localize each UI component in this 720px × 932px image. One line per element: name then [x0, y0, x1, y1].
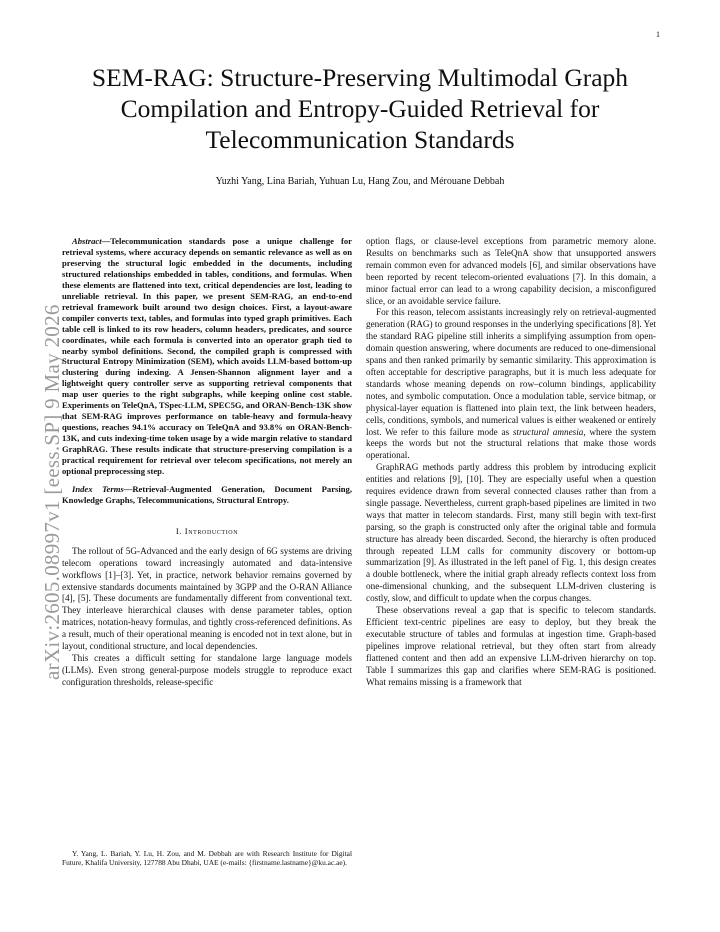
abstract-lead: Abstract — [72, 236, 102, 246]
author-affiliation-footnote: Y. Yang, L. Bariah, Y. Lu, H. Zou, and M. Debbah are with Research Institute for Digital Future, Khalifa University, 127788 Abu Dhabi, UAE (e-mails: {firstname.lastname}@ku.ac.ae). — [62, 849, 352, 868]
paper-title: SEM-RAG: Structure-Preserving Multimodal Graph Compilation and Entropy-Guided Retrieval for Telecommunication Standards — [91, 63, 629, 154]
arxiv-identifier-text: arXiv:2605.08997v1 [eess.SP] 9 May 2026 — [40, 304, 64, 680]
index-terms — [62, 484, 352, 506]
intro-paragraph-2: This creates a difficult setting for standalone large language models (LLMs). Even strong general-purpose models struggle to reproduce exact configuration thresholds, release-specific — [62, 652, 352, 687]
intro-paragraph-1: The rollout of 5G-Advanced and the early design of 6G systems are driving telecom operations toward increasingly automated and data-intensive workflows [1]–[3]. Yet, in practice, network behavior remains governed by extensive standards documents maintained by 3GPP and the O-RAN Alliance [4], [5]. These documents are fundamentally different from conventional text. They interleave hierarchical clauses with dense parameter tables, option matrices, notation-heavy formulas, and tightly cross-referenced definitions. As a result, much of their operational meaning is encoded not in text alone, but in layout, conditional structure, and local dependencies. — [62, 545, 352, 652]
section-heading-introduction: I. Introduction — [175, 525, 239, 536]
intro-paragraph-4-text-b: , where the system keeps the words but not the structural relations that make those words operational. — [366, 426, 656, 461]
intro-paragraph-5: GraphRAG methods partly address this problem by introducing explicit entities and relations [9], [10]. They are especially useful when a question requires evidence drawn from several connected clauses rather than from a single passage. Nevertheless, current graph-based pipelines are limited in two ways that matter in telecom standards. First, many still begin with text-first parsing, so the graph is constructed only after the original table and formula structure has already been discarded. Second, the hierarchy is often produced through repeated LLM calls for community discovery or bottom-up summarization [9]. As illustrated in the left panel of Fig. 1, this design creates a double bottleneck, where the initial graph already reflects context loss from one-dimensional chunking, and the subsequent LLM-driven clustering is costly, slow, and difficult to update when the corpus changes. — [366, 462, 656, 604]
intro-paragraph-3: option flags, or clause-level exceptions from parametric memory alone. Results on benchmarks such as TeleQnA show that unsupported answers remain common even for advanced models [6], and similar observations have been reported by recent telecom-oriented evaluations [7]. In this domain, a minor factual error can lead to a wrong capability decision, a misconfigured slice, or an avoidable service failure. — [366, 236, 656, 306]
index-terms-lead: Index Terms — [72, 483, 124, 494]
author-list: Yuzhi Yang, Lina Bariah, Yuhuan Lu, Hang Zou, and Mérouane Debbah — [215, 176, 505, 187]
right-column — [366, 236, 656, 688]
page-number: 1 — [656, 30, 660, 39]
intro-paragraph-4 — [366, 307, 656, 462]
structural-amnesia-term: structural amnesia — [512, 426, 584, 437]
intro-paragraph-4-text-a: For this reason, telecom assistants increasingly rely on retrieval-augmented generation (RAG) to ground responses in the underlying specifications [8]. Yet the standard RAG pipeline still inherits a simplifying assumption from open-domain question answering, where documents are reduced to one-dimensional spans and then ranked primarily by semantic similarity. This approximation is often acceptable for descriptive paragraphs, but it is much less adequate for standards whose meaning depends on row–column bindings, applicability notes, and symbolic computation. Once a modulation table, service bitmap, or physical-layer equation is flattened into plain text, the link between headers, cells, conditions, symbols, and numerical values is either weakened or entirely lost. We refer to this failure mode as — [366, 307, 656, 437]
abstract — [62, 236, 352, 477]
left-column — [62, 236, 352, 689]
arxiv-identifier-stamp — [6, 250, 64, 680]
index-terms-text: —Retrieval-Augmented Generation, Document Parsing, Knowledge Graphs, Telecommunications, Structural Entropy. — [62, 483, 352, 505]
abstract-text: —Telecommunication standards pose a unique challenge for retrieval systems, where accuracy depends on semantic relevance as well as on preserving the structural logic embedded in the documents, including structured relationships embedded in tables, conditions, and formulas. When these elements are flattened into text, critical dependencies are lost, leading to unreliable retrieval. In this paper, we present SEM-RAG, an end-to-end retrieval framework built around two design choices. First, a layout-aware compiler converts text, tables, and formulas into typed graph primitives. Each table cell is linked to its row headers, column headers, predicates, and source coordinates, while each formula is converted into an operator graph tied to nearby symbol definitions. Second, the compiled graph is compressed with Structural Entropy Minimization (SEM), which avoids LLM-based bottom-up clustering during indexing. A Jensen-Shannon alignment layer and a lightweight query controller serve as supporting retrieval components that map user queries to the right subgraphs, while keeping online cost stable. Experiments on TeleQnA, TSpec-LLM, SPEC5G, and ORAN-Bench-13K show that SEM-RAG improves performance on table-heavy and formula-heavy questions, reaches 94.1% accuracy on TeleQnA and 93.8% on ORAN-Bench-13K, and cuts indexing-time token usage by a wide margin relative to standard GraphRAG. These results indicate that structure-preserving compilation is a practical requirement for retrieval over telecom specifications, not merely an optional preprocessing step. — [62, 236, 352, 477]
intro-paragraph-6: These observations reveal a gap that is specific to telecom standards. Efficient text-centric pipelines are easy to deploy, but they break the executable structure of tables and formulas at ingestion time. Graph-based pipelines improve relational retrieval, but they often start from already flattened content and then add an expensive LLM-driven hierarchy on top. Table I summarizes this gap and clarifies where SEM-RAG is positioned. What remains missing is a framework that — [366, 605, 656, 687]
